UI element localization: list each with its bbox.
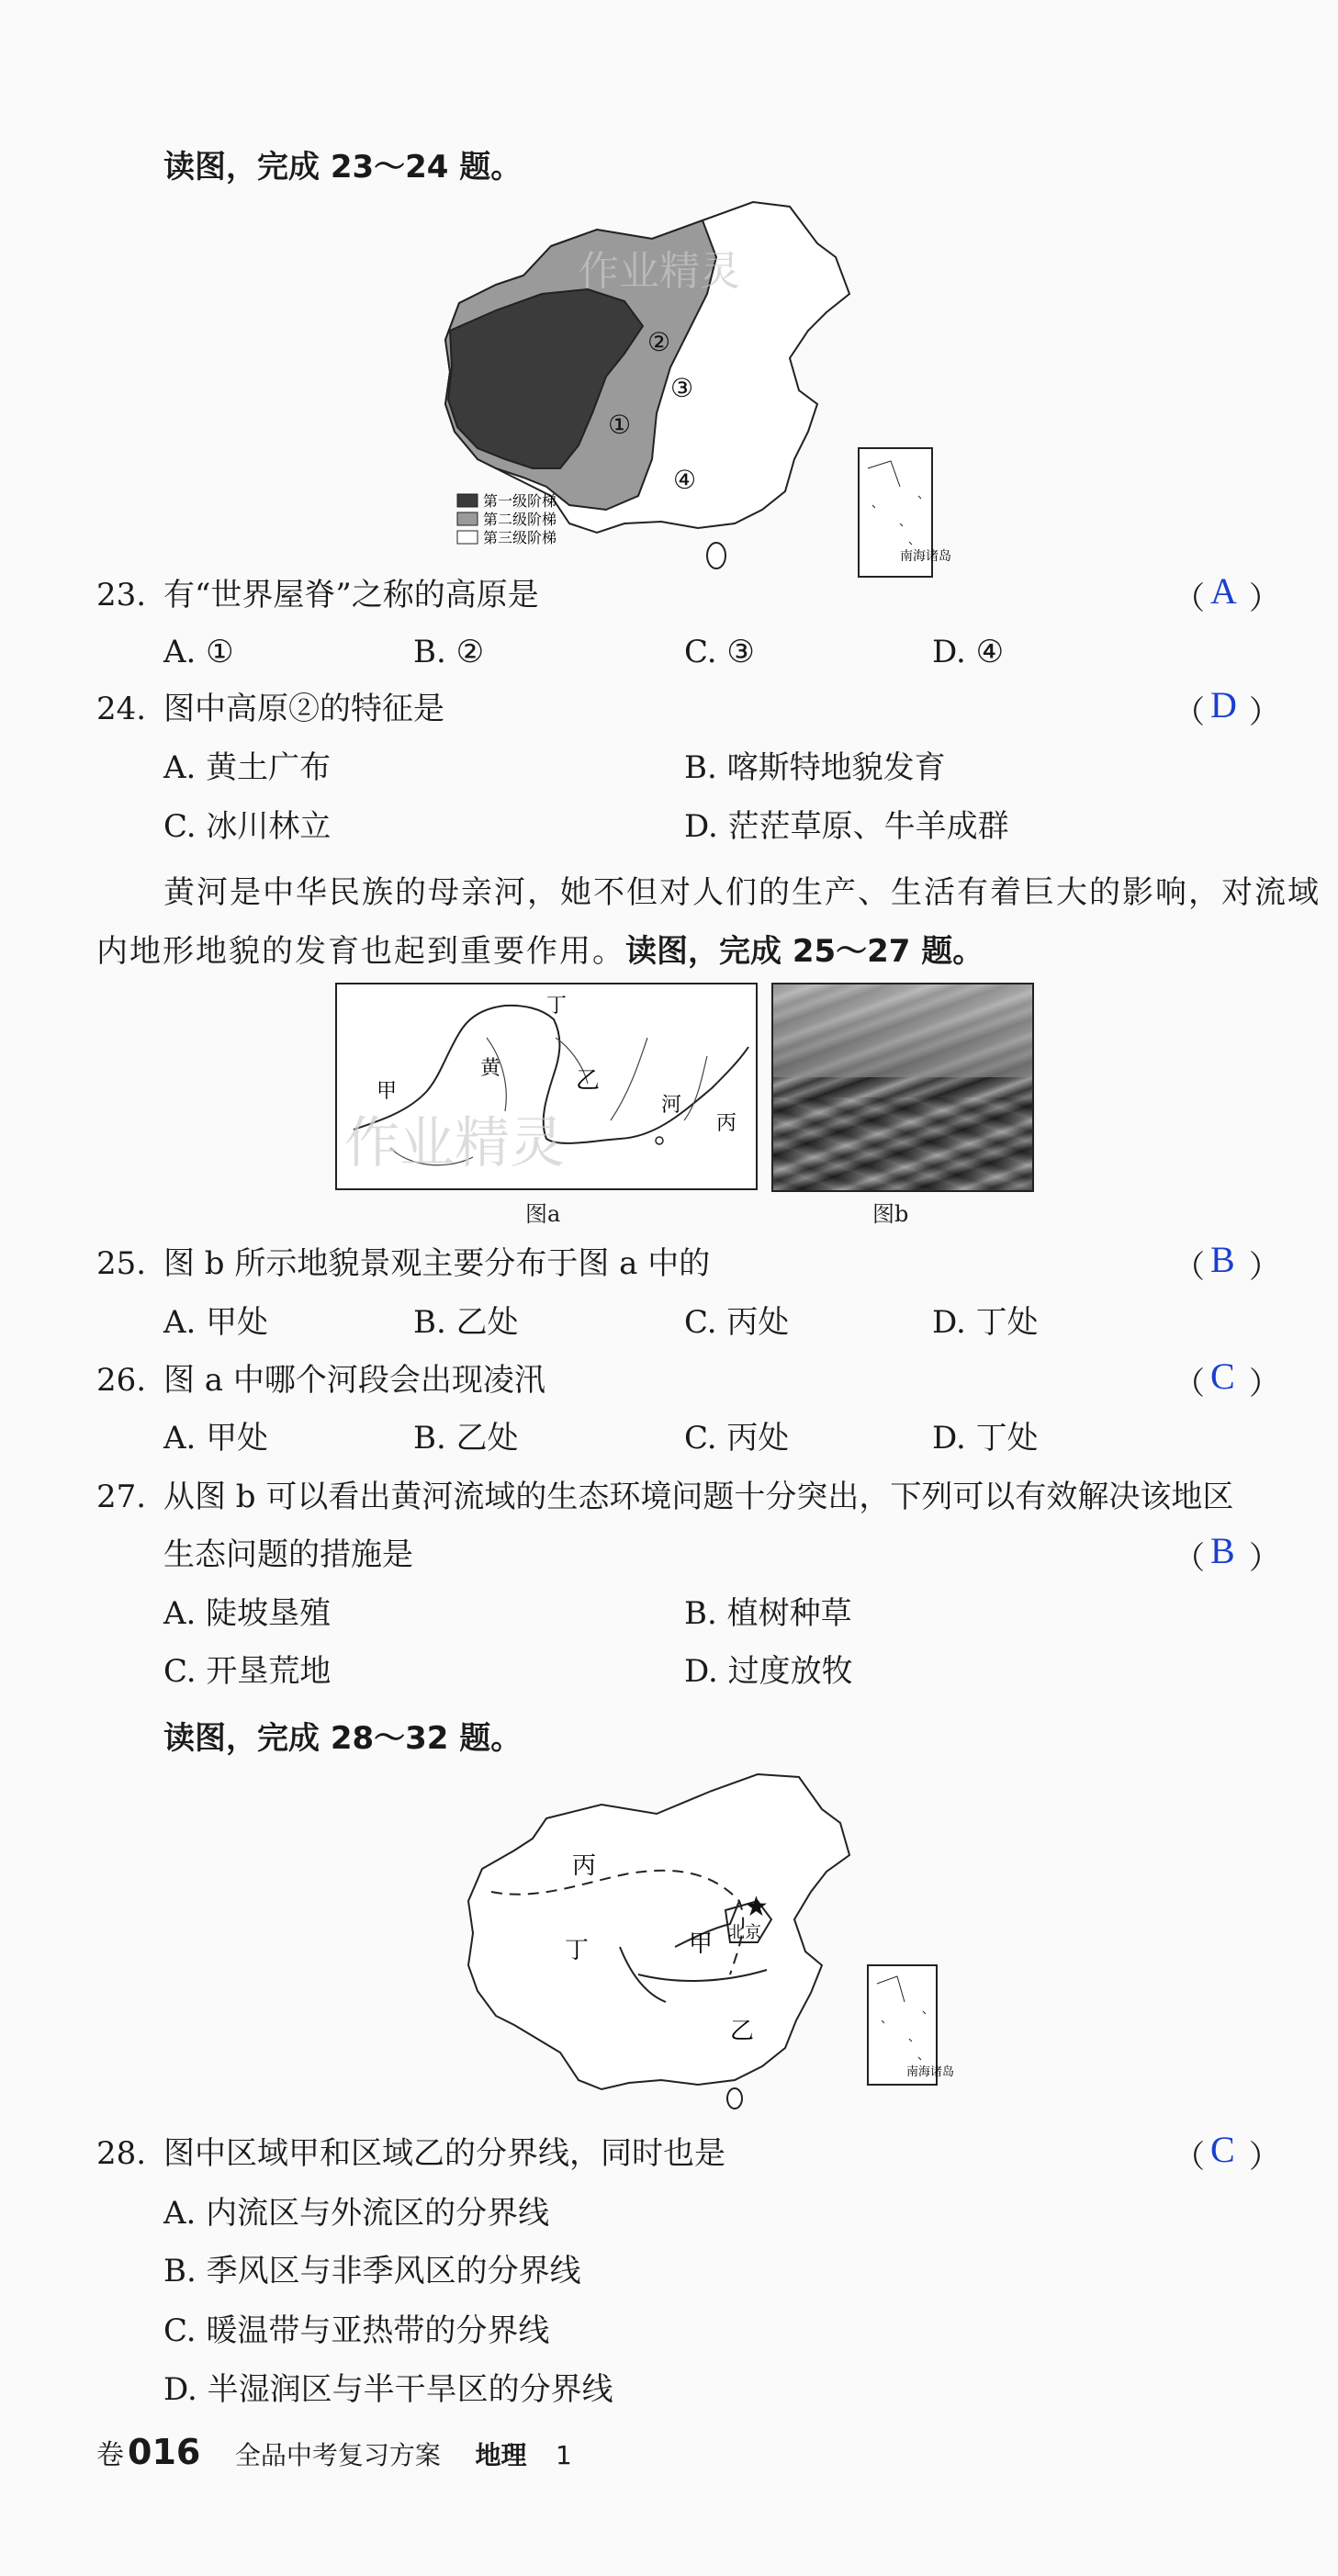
map2-label-jia: 甲 bbox=[689, 1930, 714, 1958]
q26-option-a: A. 甲处 bbox=[163, 1420, 269, 1457]
footer-vol-prefix: 卷 bbox=[96, 2439, 124, 2471]
q25-option-d: D. 丁处 bbox=[932, 1304, 1039, 1341]
q26-paren-close: ） bbox=[1249, 1366, 1280, 1402]
legend-label-2: 第二级阶梯 bbox=[483, 511, 557, 528]
q27-option-c: C. 开垦荒地 bbox=[163, 1653, 332, 1690]
q23-answer: A bbox=[1210, 570, 1237, 612]
q23-option-a: A. ① bbox=[163, 634, 234, 670]
q28-paren-open: （ bbox=[1174, 2139, 1205, 2176]
q23-option-d: D. ④ bbox=[932, 634, 1005, 670]
figure-b-photo bbox=[771, 983, 1034, 1192]
q23-option-c: C. ③ bbox=[684, 634, 755, 670]
china-outline-2 bbox=[468, 1774, 849, 2089]
fig-a-label-he: 河 bbox=[661, 1094, 682, 1117]
label-1: ① bbox=[608, 410, 632, 440]
q24-option-b: B. 喀斯特地貌发育 bbox=[684, 749, 946, 786]
q27-paren-open: （ bbox=[1174, 1540, 1205, 1577]
legend-swatch-3 bbox=[457, 531, 478, 544]
legend-swatch-1 bbox=[457, 494, 478, 507]
q27-number: 27. bbox=[96, 1479, 147, 1515]
footer-page-number: 016 bbox=[128, 2432, 201, 2472]
q26-text: 图 a 中哪个河段会出现凌汛 bbox=[163, 1362, 545, 1399]
inset-label: 南海诸岛 bbox=[900, 549, 951, 564]
star-icon: ★ bbox=[744, 1891, 769, 1923]
q25-answer: B bbox=[1210, 1239, 1235, 1280]
q23-number: 23. bbox=[96, 577, 147, 613]
q24-option-d: D. 茫茫草原、牛羊成群 bbox=[684, 808, 1009, 845]
page-footer bbox=[96, 2432, 572, 2472]
q25-option-c: C. 丙处 bbox=[684, 1304, 790, 1341]
section3-intro: 读图，完成 28～32 题。 bbox=[163, 1720, 523, 1757]
q26-answer: C bbox=[1210, 1355, 1235, 1397]
fig-a-caption: 图a bbox=[525, 1201, 561, 1227]
q26-option-b: B. 乙处 bbox=[413, 1420, 519, 1457]
q25-number: 25. bbox=[96, 1245, 147, 1282]
fig-b-caption: 图b bbox=[872, 1201, 909, 1227]
label-3: ③ bbox=[670, 373, 694, 403]
map2-label-yi: 乙 bbox=[730, 2018, 755, 2045]
regions-map bbox=[464, 1763, 955, 2112]
q23-option-b: B. ② bbox=[413, 634, 485, 670]
q27-option-a: A. 陡坡垦殖 bbox=[163, 1595, 332, 1632]
terrain-steps-map bbox=[441, 193, 955, 588]
q27-option-b: B. 植树种草 bbox=[684, 1595, 852, 1632]
q27-paren-close: ） bbox=[1249, 1540, 1280, 1577]
q28-number: 28. bbox=[96, 2135, 147, 2172]
q27-answer: B bbox=[1210, 1530, 1235, 1571]
q28-option-d: D. 半湿润区与半干旱区的分界线 bbox=[163, 2371, 613, 2408]
map2-label-beijing: 北京 bbox=[728, 1923, 761, 1942]
map2-label-bing: 丙 bbox=[572, 1852, 597, 1880]
q27-text-line2: 生态问题的措施是 bbox=[163, 1536, 413, 1573]
footer-part: 1 bbox=[556, 2440, 572, 2470]
fig-a-label-jia: 甲 bbox=[377, 1080, 398, 1103]
section2-intro: 读图，完成 25～27 题。 bbox=[625, 933, 984, 970]
q24-option-c: C. 冰川林立 bbox=[163, 808, 332, 845]
q26-option-d: D. 丁处 bbox=[932, 1420, 1039, 1457]
q26-paren-open: （ bbox=[1174, 1366, 1205, 1402]
hainan-island bbox=[707, 543, 725, 568]
q25-paren-close: ） bbox=[1249, 1249, 1280, 1286]
q28-option-b: B. 季风区与非季风区的分界线 bbox=[163, 2253, 581, 2289]
q24-answer: D bbox=[1210, 684, 1237, 726]
q27-option-d: D. 过度放牧 bbox=[684, 1653, 853, 1690]
q28-option-a: A. 内流区与外流区的分界线 bbox=[163, 2195, 550, 2232]
q28-answer: C bbox=[1210, 2129, 1235, 2170]
label-4: ④ bbox=[673, 465, 697, 495]
legend-label-1: 第一级阶梯 bbox=[483, 492, 557, 510]
section2-para-line2: 内地形地貌的发育也起到重要作用。读图，完成 25～27 题。 bbox=[96, 933, 984, 970]
q25-text: 图 b 所示地貌景观主要分布于图 a 中的 bbox=[163, 1245, 711, 1282]
q24-text: 图中高原②的特征是 bbox=[163, 691, 444, 727]
legend-swatch-2 bbox=[457, 512, 478, 525]
q24-paren-open: （ bbox=[1174, 694, 1205, 731]
fig-a-label-huang: 黄 bbox=[480, 1057, 501, 1080]
inset-label-2: 南海诸岛 bbox=[906, 2065, 955, 2079]
q28-option-c: C. 暖温带与亚热带的分界线 bbox=[163, 2312, 550, 2349]
q24-paren-close: ） bbox=[1249, 694, 1280, 731]
q23-text: 有“世界屋脊”之称的高原是 bbox=[163, 577, 539, 613]
q25-paren-open: （ bbox=[1174, 1249, 1205, 1286]
fig-a-watermark: 作业精灵 bbox=[344, 1111, 565, 1176]
q23-paren-open: （ bbox=[1174, 580, 1205, 617]
q23-paren-close: ） bbox=[1249, 580, 1280, 617]
map2-label-ding: 丁 bbox=[565, 1937, 590, 1964]
fig-a-label-bing: 丙 bbox=[716, 1112, 737, 1135]
legend-label-3: 第三级阶梯 bbox=[483, 529, 557, 546]
footer-book-title: 全品中考复习方案 bbox=[234, 2440, 441, 2470]
footer-subject: 地理 bbox=[475, 2440, 527, 2470]
q26-number: 26. bbox=[96, 1362, 147, 1399]
q28-paren-close: ） bbox=[1249, 2139, 1280, 2176]
fig-a-label-ding: 丁 bbox=[546, 995, 568, 1018]
q25-option-b: B. 乙处 bbox=[413, 1304, 519, 1341]
q25-option-a: A. 甲处 bbox=[163, 1304, 269, 1341]
section2-para-line1: 黄河是中华民族的母亲河，她不但对人们的生产、生活有着巨大的影响，对流域 bbox=[163, 874, 1321, 911]
q27-text-line1: 从图 b 可以看出黄河流域的生态环境问题十分突出，下列可以有效解决该地区 bbox=[163, 1479, 1234, 1515]
q28-text: 图中区域甲和区域乙的分界线，同时也是 bbox=[163, 2135, 725, 2172]
q26-option-c: C. 丙处 bbox=[684, 1420, 790, 1457]
section1-intro: 读图，完成 23～24 题。 bbox=[163, 149, 523, 186]
q24-option-a: A. 黄土广布 bbox=[163, 749, 332, 786]
fig-a-label-yi: 乙 bbox=[576, 1067, 601, 1095]
label-2: ② bbox=[647, 327, 671, 357]
q24-number: 24. bbox=[96, 691, 147, 727]
figure-a bbox=[335, 983, 758, 1194]
map-watermark: 作业精灵 bbox=[579, 248, 740, 295]
